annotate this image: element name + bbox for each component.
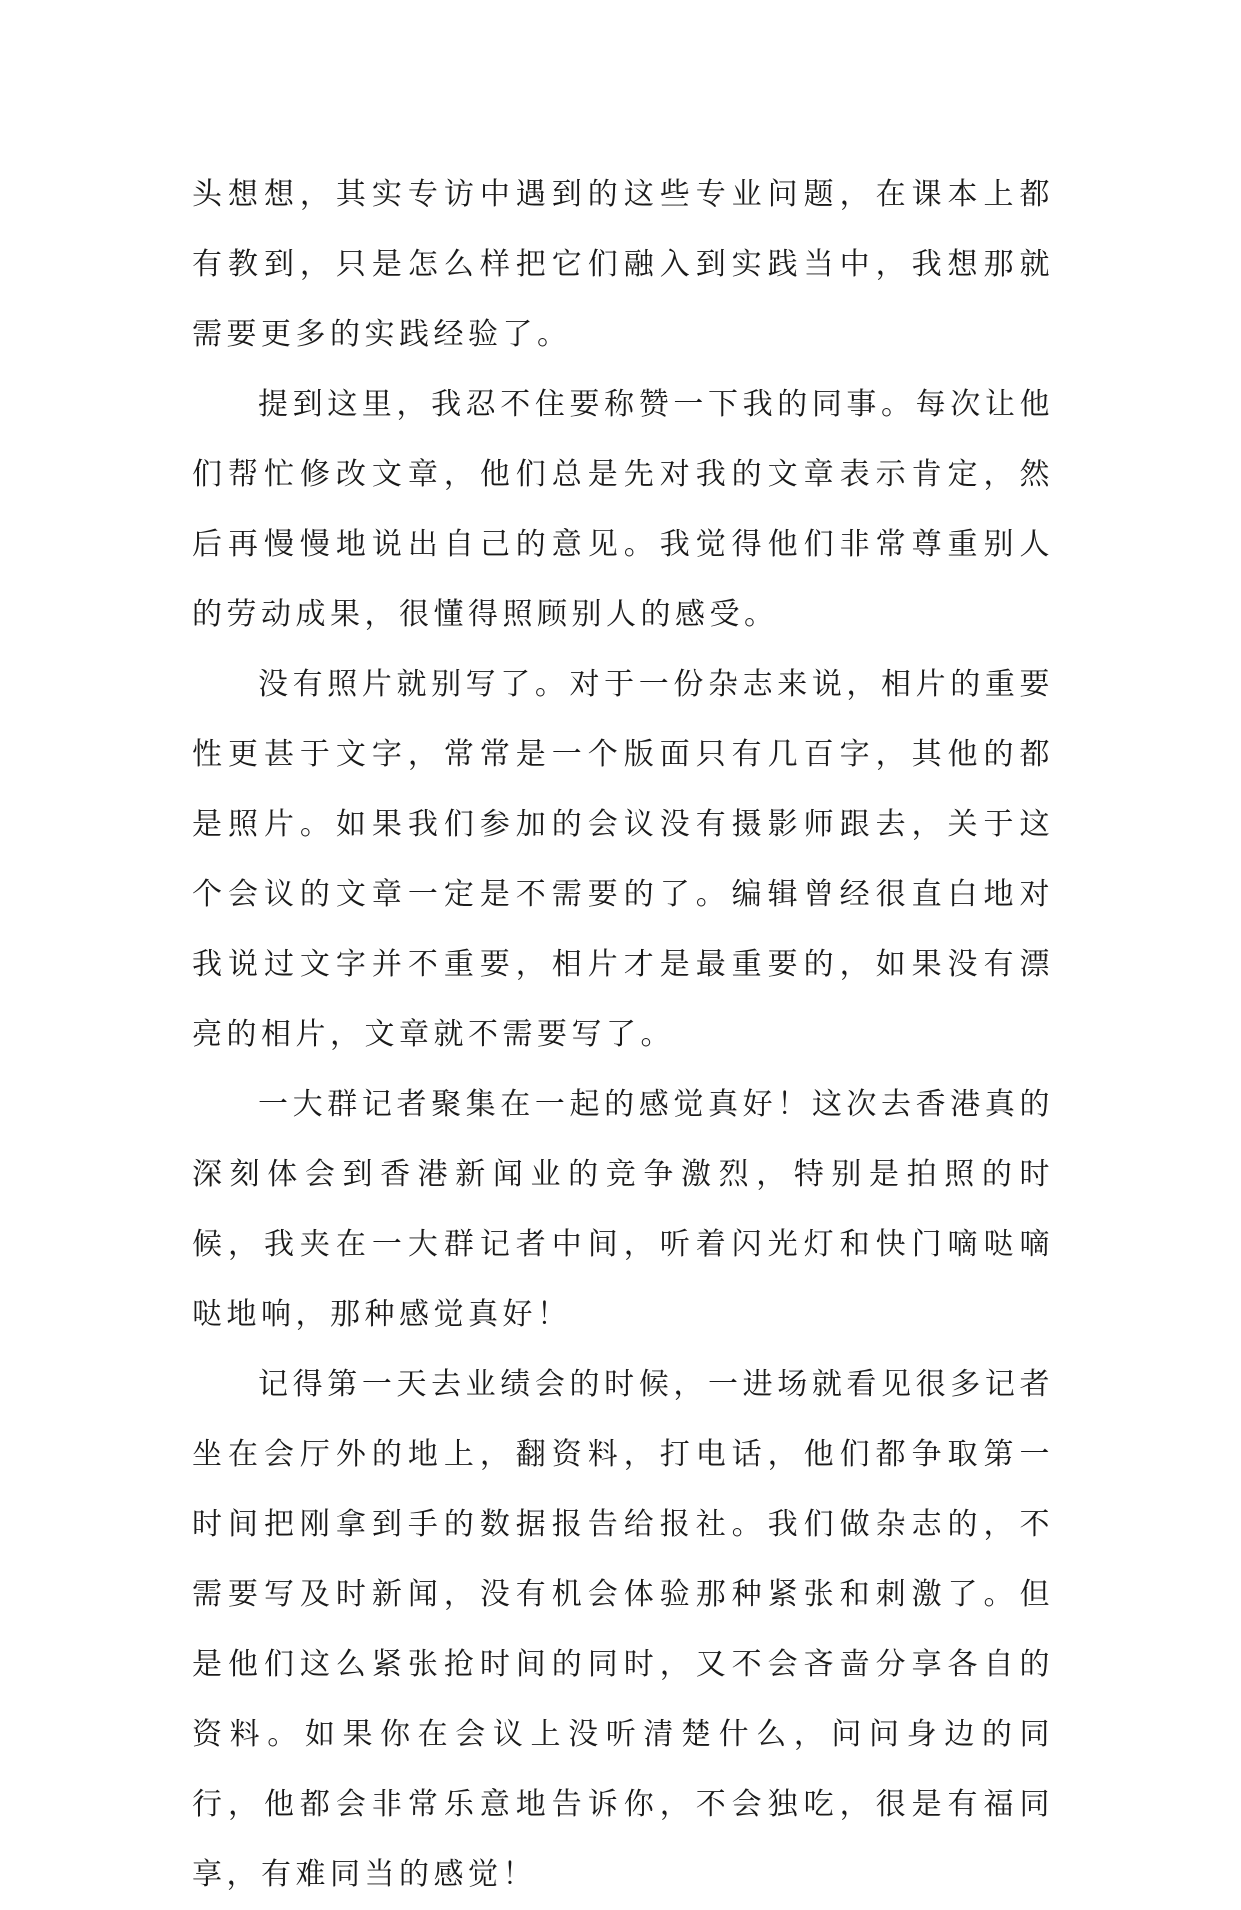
paragraph-3: 没有照片就别写了。对于一份杂志来说，相片的重要性更甚于文字，常常是一个版面只有几百字，其他的都是照片。如果我们参加的会议没有摄影师跟去，关于这个会议的文章一定是不需要的了。编辑曾经很直白地对我说过文字并不重要，相片才是最重要的，如果没有漂亮的相片，文章就不需要写了。	[192, 667, 1054, 1052]
paragraph-1: 头想想，其实专访中遇到的这些专业问题，在课本上都有教到，只是怎么样把它们融入到实践当中，我想那就需要更多的实践经验了。	[192, 177, 1054, 352]
paragraph-5: 记得第一天去业绩会的时候，一进场就看见很多记者坐在会厅外的地上，翻资料，打电话，他们都争取第一时间把刚拿到手的数据报告给报社。我们做杂志的，不需要写及时新闻，没有机会体验那种紧张和刺激了。但是他们这么紧张抢时间的同时，又不会吝啬分享各自的资料。如果你在会议上没听清楚什么，问问身边的同行，他都会非常乐意地告诉你，不会独吃，很是有福同享，有难同当的感觉！	[192, 1367, 1054, 1892]
document-body	[192, 160, 1054, 1910]
paragraph-4: 一大群记者聚集在一起的感觉真好！这次去香港真的深刻体会到香港新闻业的竞争激烈，特别是拍照的时候，我夹在一大群记者中间，听着闪光灯和快门嘀哒嘀哒地响，那种感觉真好！	[192, 1087, 1054, 1332]
paragraph-2: 提到这里，我忍不住要称赞一下我的同事。每次让他们帮忙修改文章，他们总是先对我的文章表示肯定，然后再慢慢地说出自己的意见。我觉得他们非常尊重别人的劳动成果，很懂得照顾别人的感受。	[192, 387, 1054, 632]
